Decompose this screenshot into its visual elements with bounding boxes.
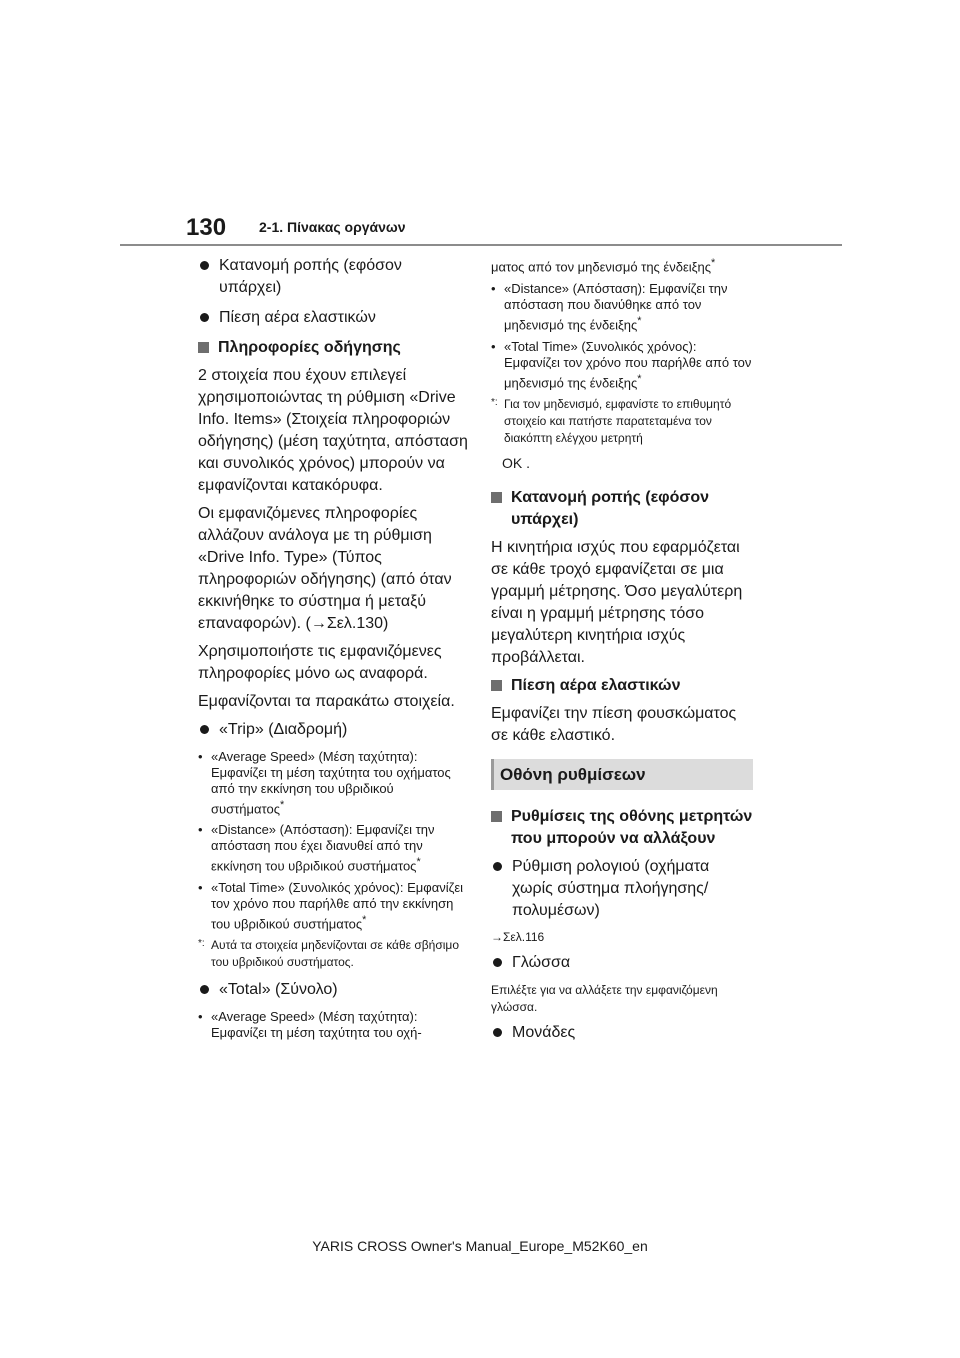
bullet-icon — [493, 958, 502, 967]
sub-item-text: «Total Time» (Συνολικός χρόνος): Εμφανίζει τον χρόνο που παρήλθε από τον μηδενισμό της ένδειξης — [504, 338, 752, 390]
bullet-icon — [493, 1028, 502, 1037]
paragraph: Χρησιμοποιήστε τις εμφανιζόμενες πληροφορίες μόνο ως αναφορά. — [198, 643, 442, 682]
bullet-item — [491, 856, 753, 922]
subheading — [198, 337, 468, 359]
bullet-item — [198, 255, 468, 299]
bullet-icon — [200, 985, 209, 994]
bullet-text: Ρύθμιση ρολογιού (οχήματα χωρίς σύστημα πλοήγησης/πολυμέσων) — [512, 857, 710, 919]
bullet-item — [198, 979, 468, 1001]
bullet-text: Πίεση αέρα ελαστικών — [219, 309, 376, 326]
subheading-text: Πίεση αέρα ελαστικών — [511, 676, 681, 694]
bullet-item — [198, 719, 468, 741]
sub-item: • «Distance» (Απόσταση): Εμφανίζει την απόσταση που έχει διανυθεί από την εκκίνηση του υβριδικού συστήματος* — [198, 822, 435, 874]
description-text: Επιλέξτε για να αλλάξετε την εμφανιζόμενη γλώσσα. — [491, 982, 718, 1014]
bullet-item — [491, 952, 753, 974]
bullet-item — [198, 307, 468, 329]
sub-item: • «Average Speed» (Μέση ταχύτητα): Εμφανίζει τη μέση ταχύτητα του οχήματος από την εκκίνηση του υβριδικού συστήματος* — [198, 749, 451, 817]
bullet-text: Μονάδες — [512, 1023, 576, 1041]
left-column — [198, 255, 468, 1046]
footnote-text: Αυτά τα στοιχεία μηδενίζονται σε κάθε σβήσιμο του υβριδικού συστήματος. — [211, 937, 459, 969]
bullet-icon — [200, 313, 209, 322]
bullet-icon — [200, 725, 209, 734]
sub-item: • «Total Time» (Συνολικός χρόνος): Εμφανίζει τον χρόνο που παρήλθε από την εκκίνηση του υβριδικού συστήματος* — [198, 879, 464, 931]
paragraph: 2 στοιχεία που έχουν επιλεγεί χρησιμοποιώντας τη ρύθμιση «Drive Info. Items» (Στοιχεία πληροφοριών οδήγησης) (μέση ταχύτητα, απόσταση και συνολικός χρόνος) μπορούν να εμφανίζονται κατακόρυφα. — [198, 367, 468, 494]
section-banner: Οθόνη ρυθμίσεων — [491, 759, 753, 790]
paragraph: Οι εμφανιζόμενες πληροφορίες αλλάζουν ανάλογα με τη ρύθμιση «Drive Info. Type» (Τύπος πληροφοριών οδήγησης) (από όταν εκκινήθηκε το σύστημα ή μεταξύ επαναφορών). (→Σελ.130) — [198, 505, 452, 632]
header-divider — [120, 244, 842, 246]
sub-item-text: «Average Speed» (Μέση ταχύτητα): Εμφανίζει τη μέση ταχύτητα του οχήματος από την εκκίνηση του υβριδικού συστήματος — [211, 749, 451, 817]
paragraph: Εμφανίζονται τα παρακάτω στοιχεία. — [198, 693, 455, 710]
footnote: *: Για τον μηδενισμό, εμφανίστε το επιθυμητό στοιχείο και πατήστε παρατεταμένα τον διακόπτη ελέγχου μετρητή — [491, 396, 732, 445]
subheading-text: Κατανομή ροπής (εφόσον υπάρχει) — [511, 488, 710, 528]
square-bullet-icon — [491, 680, 502, 691]
sub-item: • «Average Speed» (Μέση ταχύτητα): Εμφανίζει τη μέση ταχύτητα του οχή- — [198, 1008, 422, 1040]
paragraph: Εμφανίζει την πίεση φουσκώματος σε κάθε ελαστικό. — [491, 704, 737, 744]
footer-manual-title: YARIS CROSS Owner's Manual_Europe_M52K60_en — [312, 1238, 648, 1254]
square-bullet-icon — [198, 342, 209, 353]
bullet-icon — [200, 261, 209, 270]
bullet-icon — [493, 862, 502, 871]
section-title: 2-1. Πίνακας οργάνων — [259, 219, 406, 235]
sub-item-text: «Distance» (Απόσταση): Εμφανίζει την απόσταση που έχει διανυθεί από την εκκίνηση του υβριδικού συστήματος — [211, 822, 435, 874]
sub-item: • «Total Time» (Συνολικός χρόνος): Εμφανίζει τον χρόνο που παρήλθε από τον μηδενισμό της ένδειξης* — [491, 338, 752, 390]
subheading-text: Ρυθμίσεις της οθόνης μετρητών που μπορούν να αλλάξουν — [511, 807, 753, 847]
sub-item-text: «Total Time» (Συνολικός χρόνος): Εμφανίζει τον χρόνο που παρήλθε από την εκκίνηση του υβριδικού συστήματος — [211, 879, 464, 931]
footnote-text: Για τον μηδενισμό, εμφανίστε το επιθυμητό στοιχείο και πατήστε παρατεταμένα τον διακόπτη ελέγχου μετρητή — [504, 396, 732, 445]
square-bullet-icon — [491, 811, 502, 822]
square-bullet-icon — [491, 492, 502, 503]
subheading-text: Πληροφορίες οδήγησης — [218, 339, 401, 356]
bullet-text: «Trip» (Διαδρομή) — [219, 721, 348, 738]
paragraph: Η κινητήρια ισχύς που εφαρμόζεται σε κάθε τροχό εμφανίζεται σε μια γραμμή μέτρησης. Όσο μεγαλύτερη είναι η γραμμή μέτρησης τόσο μεγαλύτερη κινητήρια ισχύς προβάλλεται. — [491, 538, 743, 666]
subheading — [491, 675, 753, 697]
ok-label: OK . — [502, 454, 531, 471]
subheading — [491, 806, 753, 850]
subheading — [491, 487, 753, 531]
bullet-item — [491, 1022, 753, 1044]
bullet-text: Κατανομή ροπής (εφόσον υπάρχει) — [219, 257, 402, 296]
sub-item-text: «Distance» (Απόσταση): Εμφανίζει την απόσταση που διανύθηκε από τον μηδενισμό της ένδειξης — [504, 281, 728, 333]
bullet-text: «Total» (Σύνολο) — [219, 980, 338, 998]
bullet-text: Γλώσσα — [512, 953, 571, 971]
right-column — [491, 255, 753, 1052]
sub-item: • «Distance» (Απόσταση): Εμφανίζει την απόσταση που διανύθηκε από τον μηδενισμό της ένδειξης* — [491, 281, 728, 333]
footnote: *: Αυτά τα στοιχεία μηδενίζονται σε κάθε σβήσιμο του υβριδικού συστήματος. — [198, 937, 459, 969]
page-reference: →Σελ.116 — [491, 929, 545, 944]
page-number: 130 — [186, 214, 227, 241]
sub-item-text: «Average Speed» (Μέση ταχύτητα): Εμφανίζει τη μέση ταχύτητα του οχή- — [211, 1008, 422, 1040]
continued-text: ματος από τον μηδενισμό της ένδειξης* — [491, 257, 716, 275]
